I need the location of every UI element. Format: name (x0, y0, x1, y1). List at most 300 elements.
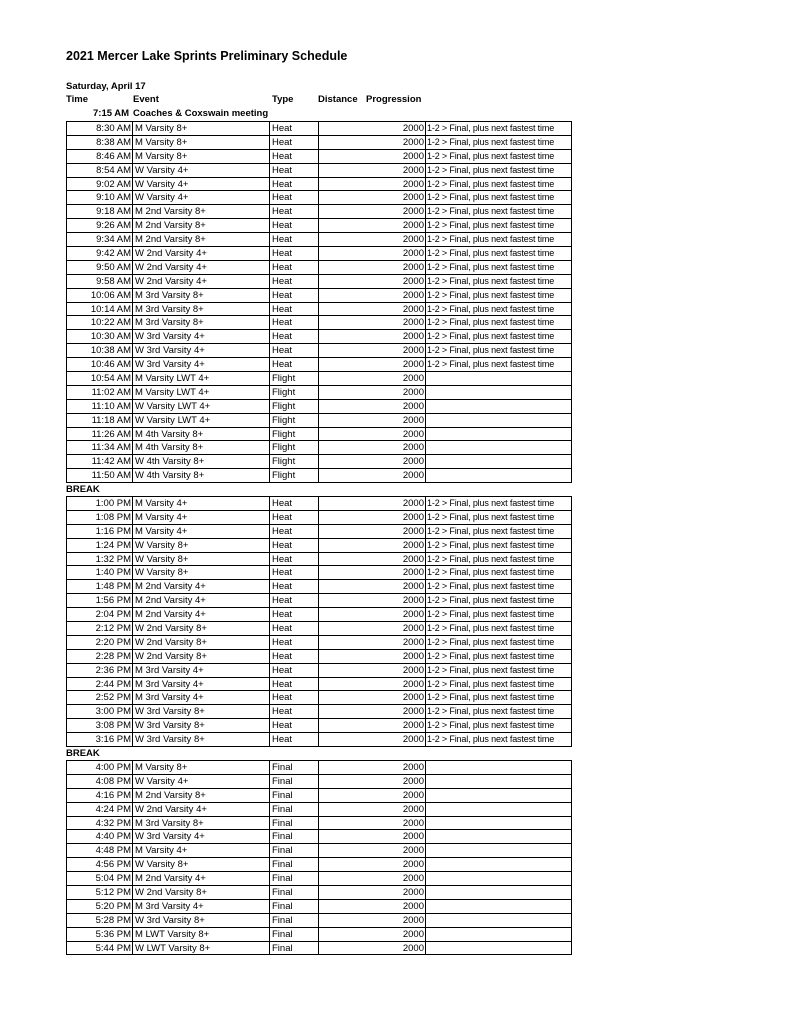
race-event: W Varsity 4+ (133, 163, 270, 177)
race-distance: 2000 (319, 719, 426, 733)
race-progression: 1-2 > Final, plus next fastest time (426, 635, 572, 649)
race-type: Flight (270, 455, 319, 469)
race-distance: 2000 (319, 761, 426, 775)
race-type: Heat (270, 288, 319, 302)
schedule-row (67, 733, 572, 747)
race-progression: 1-2 > Final, plus next fastest time (426, 705, 572, 719)
schedule-row (67, 552, 572, 566)
schedule-row (67, 177, 572, 191)
race-event: M Varsity 8+ (133, 135, 270, 149)
race-type: Final (270, 788, 319, 802)
schedule-row (67, 580, 572, 594)
race-progression: 1-2 > Final, plus next fastest time (426, 552, 572, 566)
race-type: Heat (270, 622, 319, 636)
race-progression: 1-2 > Final, plus next fastest time (426, 247, 572, 261)
race-event: M 3rd Varsity 8+ (133, 816, 270, 830)
race-time: 10:06 AM (67, 288, 133, 302)
schedule-row (67, 705, 572, 719)
race-type: Heat (270, 649, 319, 663)
race-type: Final (270, 872, 319, 886)
schedule-row (67, 622, 572, 636)
race-progression (426, 455, 572, 469)
race-distance: 2000 (319, 510, 426, 524)
race-distance: 2000 (319, 788, 426, 802)
race-type: Final (270, 774, 319, 788)
race-type: Flight (270, 427, 319, 441)
race-type: Heat (270, 580, 319, 594)
race-distance: 2000 (319, 413, 426, 427)
schedule-row (67, 233, 572, 247)
race-time: 5:04 PM (67, 872, 133, 886)
race-progression: 1-2 > Final, plus next fastest time (426, 233, 572, 247)
race-distance: 2000 (319, 816, 426, 830)
race-distance: 2000 (319, 260, 426, 274)
race-time: 9:10 AM (67, 191, 133, 205)
race-time: 2:12 PM (67, 622, 133, 636)
race-distance: 2000 (319, 886, 426, 900)
race-distance: 2000 (319, 163, 426, 177)
race-progression: 1-2 > Final, plus next fastest time (426, 622, 572, 636)
race-type: Final (270, 941, 319, 955)
race-distance: 2000 (319, 149, 426, 163)
race-time: 9:34 AM (67, 233, 133, 247)
race-time: 4:00 PM (67, 761, 133, 775)
race-time: 9:18 AM (67, 205, 133, 219)
race-event: M 2nd Varsity 8+ (133, 219, 270, 233)
schedule-row (67, 385, 572, 399)
schedule-row (67, 788, 572, 802)
schedule-row (67, 330, 572, 344)
race-progression: 1-2 > Final, plus next fastest time (426, 580, 572, 594)
schedule-row (67, 913, 572, 927)
race-time: 8:30 AM (67, 122, 133, 136)
schedule-row (67, 663, 572, 677)
race-distance: 2000 (319, 802, 426, 816)
race-type: Heat (270, 344, 319, 358)
race-progression (426, 413, 572, 427)
race-event: W Varsity LWT 4+ (133, 399, 270, 413)
race-time: 5:12 PM (67, 886, 133, 900)
race-event: M 2nd Varsity 4+ (133, 594, 270, 608)
schedule-row (67, 455, 572, 469)
race-type: Heat (270, 191, 319, 205)
race-event: M 3rd Varsity 4+ (133, 899, 270, 913)
schedule-row (67, 608, 572, 622)
race-distance: 2000 (319, 274, 426, 288)
race-distance: 2000 (319, 608, 426, 622)
race-distance: 2000 (319, 927, 426, 941)
race-event: W 2nd Varsity 4+ (133, 274, 270, 288)
race-time: 9:58 AM (67, 274, 133, 288)
race-type: Heat (270, 719, 319, 733)
header-progression: Progression (366, 94, 422, 105)
race-time: 11:02 AM (67, 385, 133, 399)
race-type: Final (270, 858, 319, 872)
race-type: Heat (270, 691, 319, 705)
race-distance: 2000 (319, 733, 426, 747)
race-distance: 2000 (319, 705, 426, 719)
race-type: Heat (270, 247, 319, 261)
race-event: W 3rd Varsity 8+ (133, 705, 270, 719)
schedule-row (67, 469, 572, 483)
race-progression (426, 802, 572, 816)
race-event: M 2nd Varsity 4+ (133, 872, 270, 886)
race-event: W 2nd Varsity 4+ (133, 802, 270, 816)
race-progression: 1-2 > Final, plus next fastest time (426, 191, 572, 205)
race-time: 11:10 AM (67, 399, 133, 413)
race-type: Final (270, 899, 319, 913)
schedule-row (67, 927, 572, 941)
race-progression (426, 788, 572, 802)
race-type: Heat (270, 122, 319, 136)
race-distance: 2000 (319, 469, 426, 483)
race-distance: 2000 (319, 135, 426, 149)
race-type: Heat (270, 233, 319, 247)
document-title: 2021 Mercer Lake Sprints Preliminary Schedule (66, 49, 348, 63)
race-event: W 3rd Varsity 4+ (133, 830, 270, 844)
race-distance: 2000 (319, 441, 426, 455)
race-distance: 2000 (319, 635, 426, 649)
race-event: W Varsity 4+ (133, 774, 270, 788)
race-event: W 3rd Varsity 8+ (133, 733, 270, 747)
race-progression: 1-2 > Final, plus next fastest time (426, 177, 572, 191)
race-distance: 2000 (319, 358, 426, 372)
race-type: Heat (270, 510, 319, 524)
schedule-row (67, 497, 572, 511)
race-event: W Varsity 8+ (133, 566, 270, 580)
race-type: Heat (270, 316, 319, 330)
race-type: Heat (270, 635, 319, 649)
race-type: Flight (270, 441, 319, 455)
race-progression: 1-2 > Final, plus next fastest time (426, 677, 572, 691)
race-event: M LWT Varsity 8+ (133, 927, 270, 941)
schedule-row (67, 886, 572, 900)
race-type: Flight (270, 413, 319, 427)
race-type: Heat (270, 274, 319, 288)
race-progression: 1-2 > Final, plus next fastest time (426, 497, 572, 511)
schedule-row (67, 761, 572, 775)
race-time: 11:34 AM (67, 441, 133, 455)
race-time: 10:54 AM (67, 372, 133, 386)
header-distance: Distance (318, 94, 358, 105)
race-progression: 1-2 > Final, plus next fastest time (426, 274, 572, 288)
race-distance: 2000 (319, 858, 426, 872)
race-distance: 2000 (319, 913, 426, 927)
race-event: M 2nd Varsity 8+ (133, 233, 270, 247)
race-time: 4:32 PM (67, 816, 133, 830)
column-headers (66, 94, 506, 107)
race-distance: 2000 (319, 649, 426, 663)
race-event: W 2nd Varsity 8+ (133, 622, 270, 636)
race-time: 11:50 AM (67, 469, 133, 483)
finals-table (66, 760, 572, 955)
race-time: 5:20 PM (67, 899, 133, 913)
race-progression: 1-2 > Final, plus next fastest time (426, 316, 572, 330)
race-type: Heat (270, 705, 319, 719)
schedule-row (67, 899, 572, 913)
race-event: W 3rd Varsity 4+ (133, 330, 270, 344)
race-event: M Varsity 4+ (133, 524, 270, 538)
race-type: Heat (270, 177, 319, 191)
race-event: M 3rd Varsity 4+ (133, 691, 270, 705)
race-progression: 1-2 > Final, plus next fastest time (426, 719, 572, 733)
race-progression (426, 927, 572, 941)
race-event: M Varsity 4+ (133, 844, 270, 858)
race-event: M 4th Varsity 8+ (133, 441, 270, 455)
race-distance: 2000 (319, 233, 426, 247)
race-distance: 2000 (319, 427, 426, 441)
schedule-row (67, 719, 572, 733)
header-event: Event (133, 94, 159, 105)
race-distance: 2000 (319, 302, 426, 316)
race-event: W 2nd Varsity 4+ (133, 260, 270, 274)
race-type: Final (270, 844, 319, 858)
race-type: Heat (270, 524, 319, 538)
schedule-row (67, 677, 572, 691)
race-event: W 2nd Varsity 4+ (133, 247, 270, 261)
race-event: M Varsity 8+ (133, 122, 270, 136)
race-progression (426, 816, 572, 830)
morning-heats-table (66, 121, 572, 483)
schedule-row (67, 135, 572, 149)
header-type: Type (272, 94, 294, 105)
race-type: Final (270, 802, 319, 816)
schedule-row (67, 122, 572, 136)
race-progression: 1-2 > Final, plus next fastest time (426, 135, 572, 149)
race-time: 10:14 AM (67, 302, 133, 316)
race-type: Heat (270, 205, 319, 219)
break-label: BREAK (66, 748, 100, 759)
race-event: W 4th Varsity 8+ (133, 469, 270, 483)
race-progression: 1-2 > Final, plus next fastest time (426, 538, 572, 552)
race-time: 1:16 PM (67, 524, 133, 538)
race-progression: 1-2 > Final, plus next fastest time (426, 149, 572, 163)
race-event: W LWT Varsity 8+ (133, 941, 270, 955)
race-type: Heat (270, 330, 319, 344)
race-time: 2:44 PM (67, 677, 133, 691)
race-event: M 2nd Varsity 4+ (133, 580, 270, 594)
schedule-row (67, 205, 572, 219)
race-time: 2:36 PM (67, 663, 133, 677)
race-time: 5:36 PM (67, 927, 133, 941)
race-progression (426, 427, 572, 441)
schedule-row (67, 566, 572, 580)
race-time: 9:42 AM (67, 247, 133, 261)
race-event: M 2nd Varsity 8+ (133, 205, 270, 219)
race-time: 9:50 AM (67, 260, 133, 274)
race-distance: 2000 (319, 288, 426, 302)
race-time: 1:40 PM (67, 566, 133, 580)
schedule-row (67, 149, 572, 163)
race-event: W 4th Varsity 8+ (133, 455, 270, 469)
race-progression: 1-2 > Final, plus next fastest time (426, 358, 572, 372)
race-progression (426, 844, 572, 858)
meeting-event: Coaches & Coxswain meeting (133, 108, 269, 119)
race-distance: 2000 (319, 344, 426, 358)
race-distance: 2000 (319, 330, 426, 344)
schedule-row (67, 691, 572, 705)
race-type: Heat (270, 608, 319, 622)
race-time: 3:16 PM (67, 733, 133, 747)
schedule-row (67, 524, 572, 538)
schedule-row (67, 288, 572, 302)
race-event: W 3rd Varsity 4+ (133, 344, 270, 358)
race-progression (426, 830, 572, 844)
race-progression (426, 399, 572, 413)
race-progression (426, 469, 572, 483)
race-distance: 2000 (319, 844, 426, 858)
race-time: 10:38 AM (67, 344, 133, 358)
race-time: 11:18 AM (67, 413, 133, 427)
race-progression (426, 385, 572, 399)
race-type: Final (270, 816, 319, 830)
schedule-row (67, 774, 572, 788)
race-time: 1:56 PM (67, 594, 133, 608)
race-time: 2:28 PM (67, 649, 133, 663)
schedule-row (67, 427, 572, 441)
race-event: M 2nd Varsity 8+ (133, 788, 270, 802)
schedule-row (67, 344, 572, 358)
race-distance: 2000 (319, 594, 426, 608)
race-event: M 3rd Varsity 8+ (133, 288, 270, 302)
race-event: M 2nd Varsity 4+ (133, 608, 270, 622)
schedule-row (67, 191, 572, 205)
race-progression: 1-2 > Final, plus next fastest time (426, 302, 572, 316)
race-event: W 2nd Varsity 8+ (133, 635, 270, 649)
schedule-row (67, 274, 572, 288)
race-progression: 1-2 > Final, plus next fastest time (426, 260, 572, 274)
schedule-row (67, 399, 572, 413)
race-progression (426, 872, 572, 886)
race-event: W Varsity 8+ (133, 552, 270, 566)
race-distance: 2000 (319, 455, 426, 469)
race-progression: 1-2 > Final, plus next fastest time (426, 663, 572, 677)
race-distance: 2000 (319, 316, 426, 330)
race-type: Flight (270, 399, 319, 413)
race-progression: 1-2 > Final, plus next fastest time (426, 594, 572, 608)
race-distance: 2000 (319, 830, 426, 844)
race-distance: 2000 (319, 663, 426, 677)
schedule-row (67, 163, 572, 177)
race-time: 1:48 PM (67, 580, 133, 594)
schedule-row (67, 872, 572, 886)
race-distance: 2000 (319, 622, 426, 636)
schedule-row (67, 302, 572, 316)
race-type: Heat (270, 677, 319, 691)
meeting-time: 7:15 AM (93, 108, 130, 119)
schedule-row (67, 372, 572, 386)
schedule-row (67, 219, 572, 233)
schedule-date: Saturday, April 17 (66, 81, 146, 92)
schedule-row (67, 941, 572, 955)
schedule-row (67, 413, 572, 427)
race-event: M Varsity 8+ (133, 761, 270, 775)
schedule-row (67, 358, 572, 372)
race-time: 3:00 PM (67, 705, 133, 719)
race-progression: 1-2 > Final, plus next fastest time (426, 330, 572, 344)
race-time: 10:22 AM (67, 316, 133, 330)
race-progression (426, 913, 572, 927)
race-progression (426, 899, 572, 913)
race-event: W 3rd Varsity 4+ (133, 358, 270, 372)
race-time: 1:00 PM (67, 497, 133, 511)
race-time: 9:02 AM (67, 177, 133, 191)
race-type: Final (270, 927, 319, 941)
race-type: Heat (270, 663, 319, 677)
race-distance: 2000 (319, 538, 426, 552)
schedule-row (67, 802, 572, 816)
race-type: Heat (270, 594, 319, 608)
race-type: Final (270, 830, 319, 844)
race-time: 10:46 AM (67, 358, 133, 372)
race-progression (426, 774, 572, 788)
race-progression (426, 372, 572, 386)
race-progression: 1-2 > Final, plus next fastest time (426, 524, 572, 538)
race-progression (426, 941, 572, 955)
race-progression: 1-2 > Final, plus next fastest time (426, 733, 572, 747)
race-time: 1:08 PM (67, 510, 133, 524)
race-type: Heat (270, 538, 319, 552)
race-event: W 3rd Varsity 8+ (133, 913, 270, 927)
race-time: 4:08 PM (67, 774, 133, 788)
race-progression: 1-2 > Final, plus next fastest time (426, 288, 572, 302)
race-time: 8:54 AM (67, 163, 133, 177)
schedule-row (67, 247, 572, 261)
schedule-row (67, 510, 572, 524)
race-progression: 1-2 > Final, plus next fastest time (426, 219, 572, 233)
race-type: Heat (270, 135, 319, 149)
race-progression (426, 858, 572, 872)
race-event: W Varsity 4+ (133, 191, 270, 205)
race-distance: 2000 (319, 552, 426, 566)
race-event: W Varsity LWT 4+ (133, 413, 270, 427)
race-distance: 2000 (319, 177, 426, 191)
race-event: M 3rd Varsity 4+ (133, 663, 270, 677)
race-type: Heat (270, 733, 319, 747)
race-distance: 2000 (319, 191, 426, 205)
race-event: M Varsity LWT 4+ (133, 372, 270, 386)
race-progression (426, 761, 572, 775)
race-time: 4:16 PM (67, 788, 133, 802)
race-progression: 1-2 > Final, plus next fastest time (426, 205, 572, 219)
race-time: 11:42 AM (67, 455, 133, 469)
schedule-row (67, 858, 572, 872)
race-time: 3:08 PM (67, 719, 133, 733)
race-type: Heat (270, 358, 319, 372)
race-event: W Varsity 4+ (133, 177, 270, 191)
schedule-row (67, 316, 572, 330)
race-type: Flight (270, 469, 319, 483)
race-distance: 2000 (319, 122, 426, 136)
race-distance: 2000 (319, 677, 426, 691)
race-type: Heat (270, 566, 319, 580)
race-time: 2:52 PM (67, 691, 133, 705)
race-distance: 2000 (319, 691, 426, 705)
race-distance: 2000 (319, 899, 426, 913)
race-event: W 2nd Varsity 8+ (133, 649, 270, 663)
race-time: 4:48 PM (67, 844, 133, 858)
race-type: Flight (270, 385, 319, 399)
schedule-row (67, 635, 572, 649)
schedule-row (67, 649, 572, 663)
race-progression: 1-2 > Final, plus next fastest time (426, 649, 572, 663)
race-distance: 2000 (319, 497, 426, 511)
schedule-row (67, 594, 572, 608)
race-progression (426, 441, 572, 455)
schedule-row (67, 830, 572, 844)
race-distance: 2000 (319, 941, 426, 955)
race-progression: 1-2 > Final, plus next fastest time (426, 691, 572, 705)
